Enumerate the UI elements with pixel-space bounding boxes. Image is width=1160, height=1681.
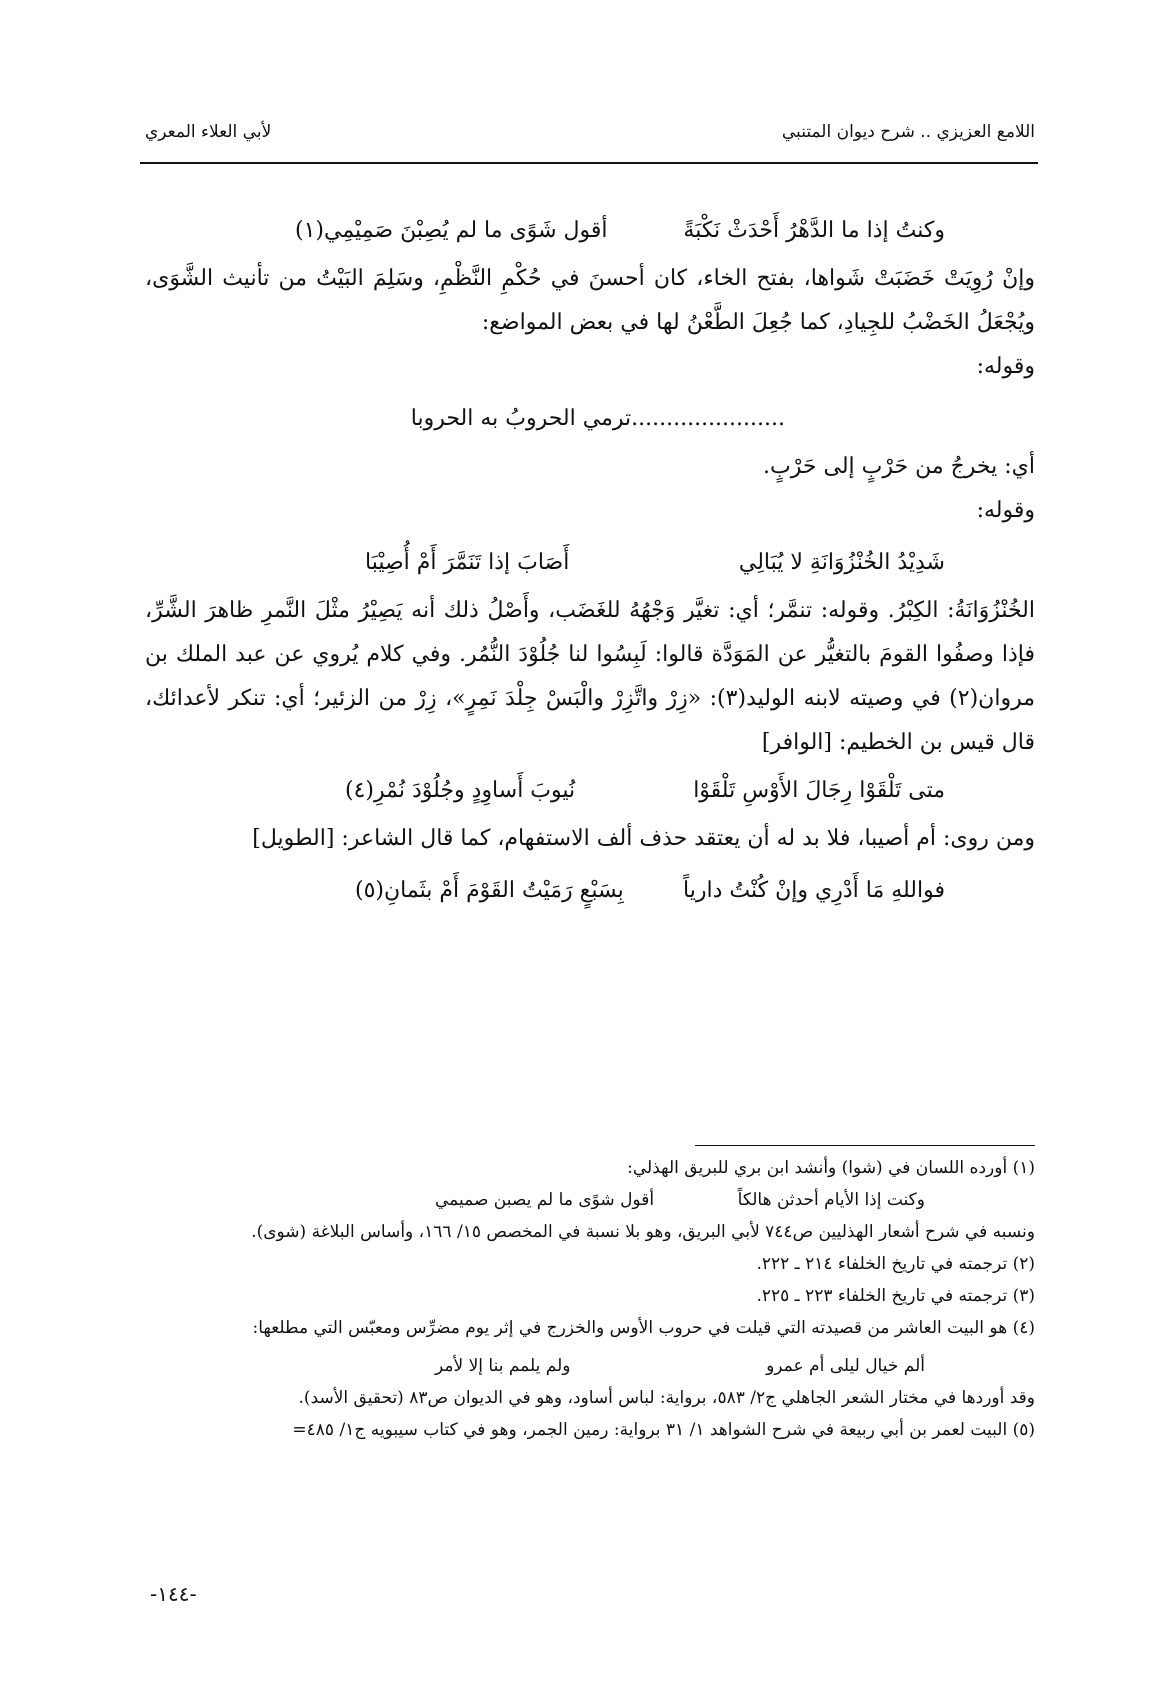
verse-second-hemistich: نُيوبَ أَساوِدٍ وجُلُوْدَ نُمْرِ(٤) (345, 778, 576, 803)
paragraph: وإنْ رُوِيَتْ خَضَبَتْ شَواها، بفتح الخاء، كان أحسنَ في حُكْمِ النَّظْمِ، وسَلِمَ البَيْتُ من تأنيث الشَّوَى، ويُجْعَلُ الخَضْبُ للجِيادِ، كما جُعِلَ الطَّعْنُ لها في بعض المواضع: (145, 266, 1036, 335)
verse-first-hemistich: وكنتُ إذا ما الدَّهْرُ أَحْدَثْ نَكْبَةً (683, 218, 945, 243)
verse-second-hemistich: بِسَبْعٍ رَمَيْتُ القَوْمَ أَمْ بثَمانِ(٥) (355, 878, 624, 903)
verse-second-hemistich: ولم يلمم بنا إلا لأمر (435, 1356, 571, 1376)
verse (145, 209, 1035, 253)
verse-first-hemistich: ألم خيال ليلى أم عمرو (766, 1356, 925, 1376)
paragraph: أي: يخرجُ من حَرْبٍ إلى حَرْبٍ. (763, 454, 1035, 479)
verse-first-hemistich: متى تَلْقَوْا رِجَالَ الأَوْسِ تَلْقَوْا (693, 778, 945, 803)
verse-first-hemistich: وكنت إذا الأيام أحدثن هالكاً (737, 1190, 925, 1210)
verse-second-hemistich: أَصَابَ إذا تَنَمَّرَ أَمْ أُصِيْبَا (365, 550, 570, 575)
quote-label: وقوله: (976, 498, 1035, 523)
main-text (145, 205, 1035, 917)
paragraph: ومن روى: أم أصيبا، فلا بد له أن يعتقد حذف ألف الاستفهام، كما قال الشاعر: [الطويل] (252, 826, 1035, 851)
footnote-3: (٣) ترجمته في تاريخ الخلفاء ٢٢٣ ـ ٢٢٥. (756, 1286, 1035, 1306)
footnote-5: (٥) البيت لعمر بن أبي ربيعة في شرح الشواهد ١/ ٣١ برواية: رمين الجمر، وهو في كتاب سيبويه ج١/ ٤٨٥= (292, 1420, 1035, 1440)
quote-label: وقوله: (976, 354, 1035, 379)
verse (145, 541, 1035, 585)
footnote-4: (٤) هو البيت العاشر من قصيدته التي قيلت في حروب الأوس والخزرج في إثر يوم مضرِّس ومعبّس التي مطلعها: (252, 1318, 1035, 1338)
footnote-divider (695, 1145, 1035, 1146)
footnote-verse (145, 1184, 1035, 1216)
page-number: -١٤٤- (150, 1582, 197, 1606)
footnote-1: (١) أورده اللسان في (شوا) وأنشد ابن بري للبريق الهذلي: (627, 1158, 1035, 1178)
verse-second-hemistich: ترمي الحروبُ به الحروبا (410, 406, 632, 431)
paragraph: الخُنْزُوَانَةُ: الكِبْرُ. وقوله: تنمَّر؛ أي: تغيَّر وَجْهُهُ للغَضَب، وأَصْلُ ذلك أنه يَصِيْرُ مثْلَ النَّمرِ ظاهرَ الشَّرِّ، فإذا وصفُوا القومَ بالتغيُّر عن المَوَدَّة قالوا: لَبِسُوا لنا جُلُوْدَ النُّمُر. وفي كلام يُروي عن عبد الملك بن مروان(٢) في وصيته لابنه الوليد(٣): «زِرْ واتَّزِرْ والْبَسْ جِلْدَ نَمِرٍ»، زِرْ من الزئير؛ أي: تنكر لأعدائك، قال قيس بن الخطيم: [الوافر] (145, 598, 1035, 755)
verse (145, 397, 1035, 441)
running-header (145, 122, 1035, 152)
footnote-1-source: ونسبه في شرح أشعار الهذليين ص٧٤٤ لأبي البريق، وهو بلا نسبة في المخصص ١٥/ ١٦٦، وأساس البلاغة (شوى). (251, 1222, 1035, 1242)
verse (145, 869, 1035, 913)
verse-first-hemistich: شَدِيْدُ الخُنْزُوَانَةِ لا يُبَالِي (738, 550, 945, 575)
footnote-4-source: وقد أوردها في مختار الشعر الجاهلي ج٢/ ٥٨٣، برواية: لباس أساود، وهو في الديوان ص٨٣ (تحقيق الأسد). (298, 1388, 1035, 1408)
verse-second-hemistich: أقول شوًى ما لم يصبن صميمي (435, 1190, 655, 1210)
author-name: لأبي العلاء المعري (145, 122, 272, 142)
footnote-verse (145, 1350, 1035, 1382)
book-title: اللامع العزيزي .. شرح ديوان المتنبي (781, 122, 1035, 142)
verse-first-hemistich: فواللهِ مَا أَدْرِي وإنْ كُنْتُ دارياً (683, 878, 945, 903)
footnote-2: (٢) ترجمته في تاريخ الخلفاء ٢١٤ ـ ٢٢٢. (756, 1254, 1035, 1274)
header-divider (140, 162, 1038, 164)
verse-first-hemistich: ...................... (631, 406, 785, 431)
verse-second-hemistich: أقول شَوًى ما لم يُصِبْنَ صَمِيْمِي(١) (295, 218, 608, 243)
verse (145, 769, 1035, 813)
footnotes (145, 1152, 1035, 1446)
